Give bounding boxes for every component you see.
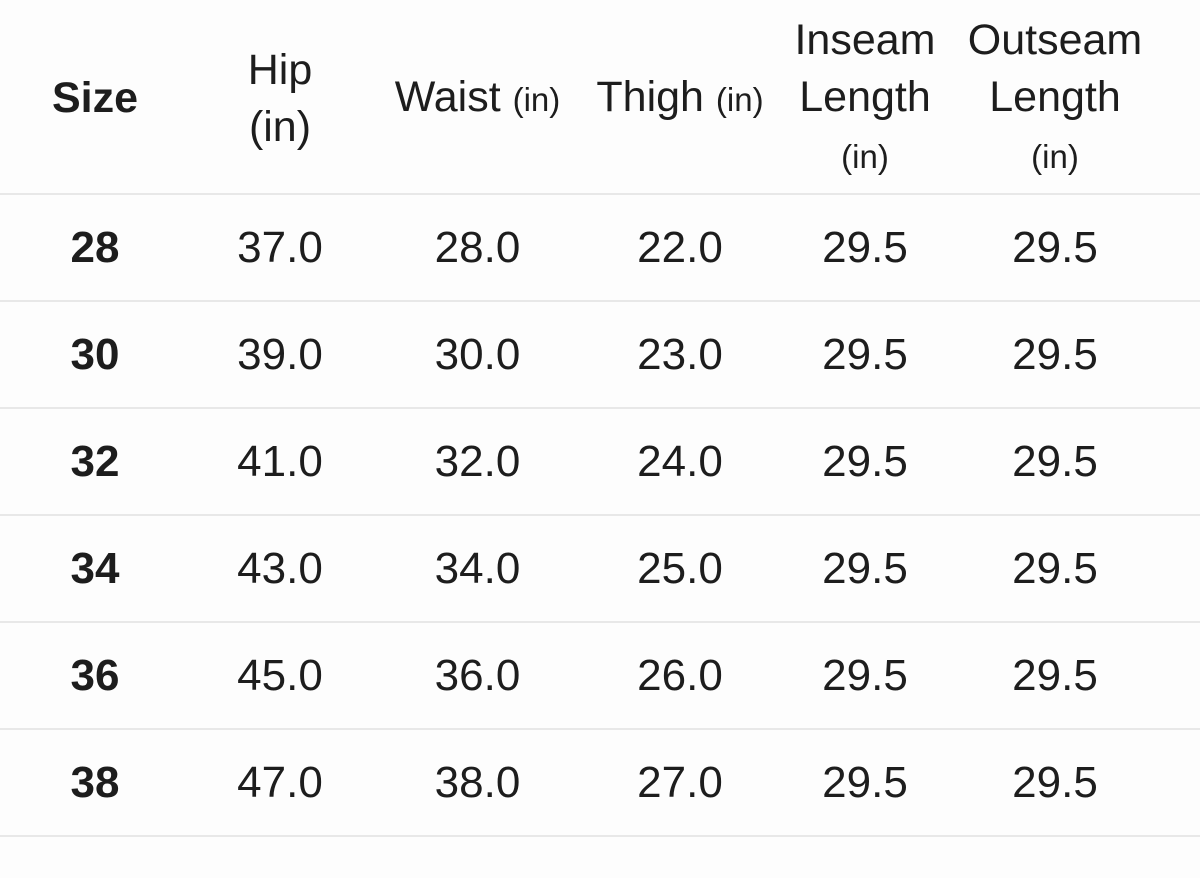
measurement-cell: 27.0 [585,729,775,836]
measurement-cell: 38.0 [370,729,585,836]
measurement-cell: 34.0 [370,515,585,622]
header-row [0,0,1200,194]
unit-label: (in) [841,138,889,175]
table-row [0,301,1200,408]
unit-label: (in) [248,102,312,151]
table-row [0,622,1200,729]
measurement-cell: 29.5 [955,301,1200,408]
table-row [0,515,1200,622]
table-row [0,408,1200,515]
header-cell-waist [370,0,585,194]
measurement-cell: 36.0 [370,622,585,729]
measurement-cell: 29.5 [775,301,955,408]
column-label: Size [51,74,139,122]
measurement-cell: 32.0 [370,408,585,515]
column-label: Inseam Length [794,16,936,121]
column-label: Thigh [596,73,704,121]
measurement-cell: 29.5 [775,729,955,836]
measurement-cell: 37.0 [190,194,370,301]
measurement-cell: 29.5 [955,515,1200,622]
measurement-cell: 29.5 [775,194,955,301]
column-label: Hip [247,45,313,94]
measurement-cell: 43.0 [190,515,370,622]
header-cell-hip [190,0,370,194]
header-cell-size [0,0,190,194]
table-row [0,729,1200,836]
header-cell-outseam-length [955,0,1200,194]
measurement-cell: 25.0 [585,515,775,622]
measurement-cell: 29.5 [775,408,955,515]
unit-label: (in) [1031,138,1079,175]
measurement-cell: 29.5 [955,194,1200,301]
measurement-cell: 29.5 [955,622,1200,729]
measurement-cell: 28.0 [370,194,585,301]
measurement-cell: 39.0 [190,301,370,408]
size-chart-body [0,194,1200,836]
size-cell: 36 [0,622,190,729]
measurement-cell: 30.0 [370,301,585,408]
measurement-cell: 47.0 [190,729,370,836]
measurement-cell: 22.0 [585,194,775,301]
measurement-cell: 29.5 [955,729,1200,836]
measurement-cell: 24.0 [585,408,775,515]
size-cell: 28 [0,194,190,301]
measurement-cell: 29.5 [775,622,955,729]
size-cell: 34 [0,515,190,622]
measurement-cell: 29.5 [775,515,955,622]
size-cell: 30 [0,301,190,408]
column-label: Waist [394,73,501,121]
column-label: Outseam Length [967,16,1143,121]
header-cell-thigh [585,0,775,194]
measurement-cell: 26.0 [585,622,775,729]
measurement-cell: 45.0 [190,622,370,729]
measurement-cell: 23.0 [585,301,775,408]
measurement-cell: 41.0 [190,408,370,515]
table-row [0,194,1200,301]
size-cell: 38 [0,729,190,836]
size-cell: 32 [0,408,190,515]
unit-label: (in) [715,81,764,118]
header-cell-inseam-length [775,0,955,194]
measurement-cell: 29.5 [955,408,1200,515]
unit-label: (in) [512,81,561,118]
